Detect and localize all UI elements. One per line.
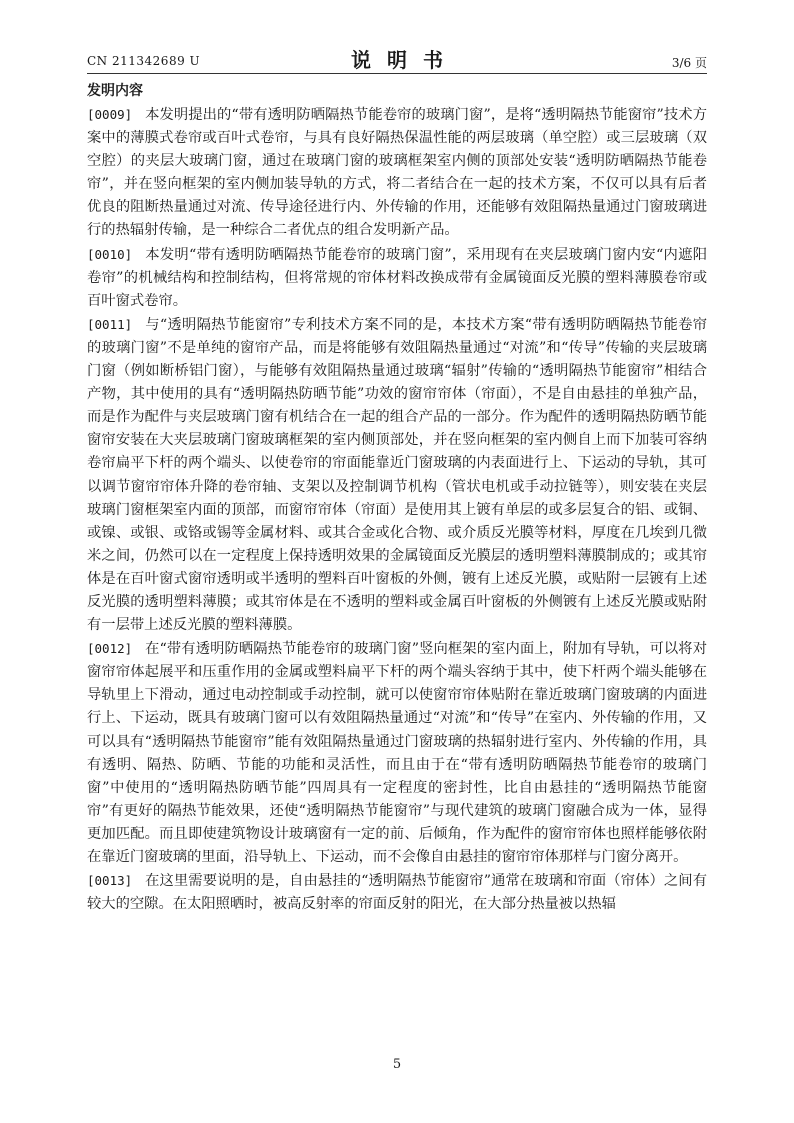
- paragraph-text: 本发明提出的“带有透明防晒隔热节能卷帘的玻璃门窗”，是将“透明隔热节能窗帘”技术方案中的薄膜式卷帘或百叶式卷帘，与具有良好隔热保温性能的两层玻璃（单空腔）或三层玻璃（双空腔）的夹层大玻璃门窗，通过在玻璃门窗的玻璃框架室内侧的顶部处安装“透明防晒隔热节能卷帘”，并在竖向框架的室内侧加装导轨的方式，将二者结合在一起的技术方案，不仅可以具有后者优良的阻断热量通过对流、传导途径进行内、外传输的作用，还能够有效阻隔热量通过门窗玻璃进行的热辐射传输，是一种综合二者优点的组合发明新产品。: [87, 107, 707, 239]
- paragraph-0011: [87, 313, 707, 637]
- page-indicator: 3/6 页: [671, 56, 707, 70]
- paragraph-0012: [87, 637, 707, 869]
- patent-number: CN 211342689 U: [87, 54, 201, 68]
- paragraph-0013: [87, 869, 707, 916]
- paragraph-number: [0009]: [87, 107, 133, 122]
- document-title: 说明书: [351, 48, 459, 72]
- paragraph-text: 在“带有透明防晒隔热节能卷帘的玻璃门窗”竖向框架的室内面上，附加有导轨，可以将对窗帘帘体起展平和压重作用的金属或塑料扁平下杆的两个端头容纳于其中，使下杆两个端头能够在导轨里上下滑动，通过电动控制或手动控制，就可以使窗帘帘体贴附在靠近玻璃门窗玻璃的内面进行上、下运动，既具有玻璃门窗可以有效阻隔热量通过“对流”和“传导”在室内、外传输的作用，又可以具有“透明隔热节能窗帘”能有效阻隔热量通过门窗玻璃的热辐射进行室内、外传输的作用，具有透明、隔热、防晒、节能的功能和灵活性，而且由于在“带有透明防晒隔热节能卷帘的玻璃门窗”中使用的“透明隔热防晒节能”四周具有一定程度的密封性，比自由悬挂的“透明隔热节能窗帘”有更好的隔热节能效果，还使“透明隔热节能窗帘”与现代建筑的玻璃门窗融合成为一体，显得更加匹配。而且即使建筑物设计玻璃窗有一定的前、后倾角，作为配件的窗帘帘体也照样能够依附在靠近门窗玻璃的里面，沿导轨上、下运动，而不会像自由悬挂的窗帘帘体那样与门窗分离开。: [87, 641, 707, 865]
- paragraph-text: 本发明“带有透明防晒隔热节能卷帘的玻璃门窗”，采用现有在夹层玻璃门窗内安“内遮阳卷帘”的机械结构和控制结构，但将常规的帘体材料改换成带有金属镜面反光膜的塑料薄膜卷帘或百叶窗式卷帘。: [87, 246, 707, 309]
- paragraph-0009: [87, 103, 707, 243]
- paragraph-0010: [87, 243, 707, 313]
- paragraph-text: 在这里需要说明的是，自由悬挂的“透明隔热节能窗帘”通常在玻璃和帘面（帘体）之间有较大的空隙。在太阳照晒时，被高反射率的帘面反射的阳光，在大部分热量被以热辐: [87, 873, 707, 913]
- header-rule: [87, 73, 707, 74]
- page-number: 5: [392, 1057, 402, 1072]
- document-body: [87, 80, 707, 916]
- page-header: [87, 44, 707, 72]
- paragraph-number: [0013]: [87, 873, 133, 889]
- paragraph-number: [0011]: [87, 316, 133, 332]
- paragraph-text: 与“透明隔热节能窗帘”专利技术方案不同的是，本技术方案“带有透明防晒隔热节能卷帘的玻璃门窗”不是单纯的窗帘产品，而是将能够有效阻隔热量通过“对流”和“传导”传输的夹层玻璃门窗（例如断桥铝门窗），与能够有效阻隔热量通过玻璃“辐射”传输的“透明隔热节能窗帘”相结合产物，其中使用的具有“透明隔热防晒节能”功效的窗帘帘体（帘面），不是自由悬挂的单独产品，而是作为配件与夹层玻璃门窗有机结合在一起的组合产品的一部分。作为配件的透明隔热防晒节能窗帘安装在大夹层玻璃门窗玻璃框架的室内侧顶部处，并在竖向框架的室内侧自上而下加装可容纳卷帘扁平下杆的两个端头、以使卷帘的帘面能靠近门窗玻璃的内表面进行上、下运动的导轨，其可以调节窗帘帘体升降的卷帘轴、支架以及控制调节机构（管状电机或手动拉链等），则安装在夹层玻璃门窗框架室内面的顶部，而窗帘帘体（帘面）是使用其上镀有单层的或多层复合的铝、或铜、或镍、或银、或铬或锡等金属材料、或其合金或化合物、或介质反光膜等材料，厚度在几埃到几微米之间，仍然可以在一定程度上保持透明效果的金属镜面反光膜层的透明塑料薄膜制成的；或其帘体是在百叶窗式窗帘透明或半透明的塑料百叶窗板的外侧，镀有上述反光膜，或贴附一层镀有上述反光膜的透明塑料薄膜；或其帘体是在不透明的塑料或金属百叶窗板的外侧镀有上述反光膜或贴附有一层带上述反光膜的塑料薄膜。: [87, 316, 707, 634]
- section-title: 发明内容: [87, 83, 143, 99]
- paragraph-number: [0012]: [87, 641, 133, 657]
- paragraph-number: [0010]: [87, 246, 133, 262]
